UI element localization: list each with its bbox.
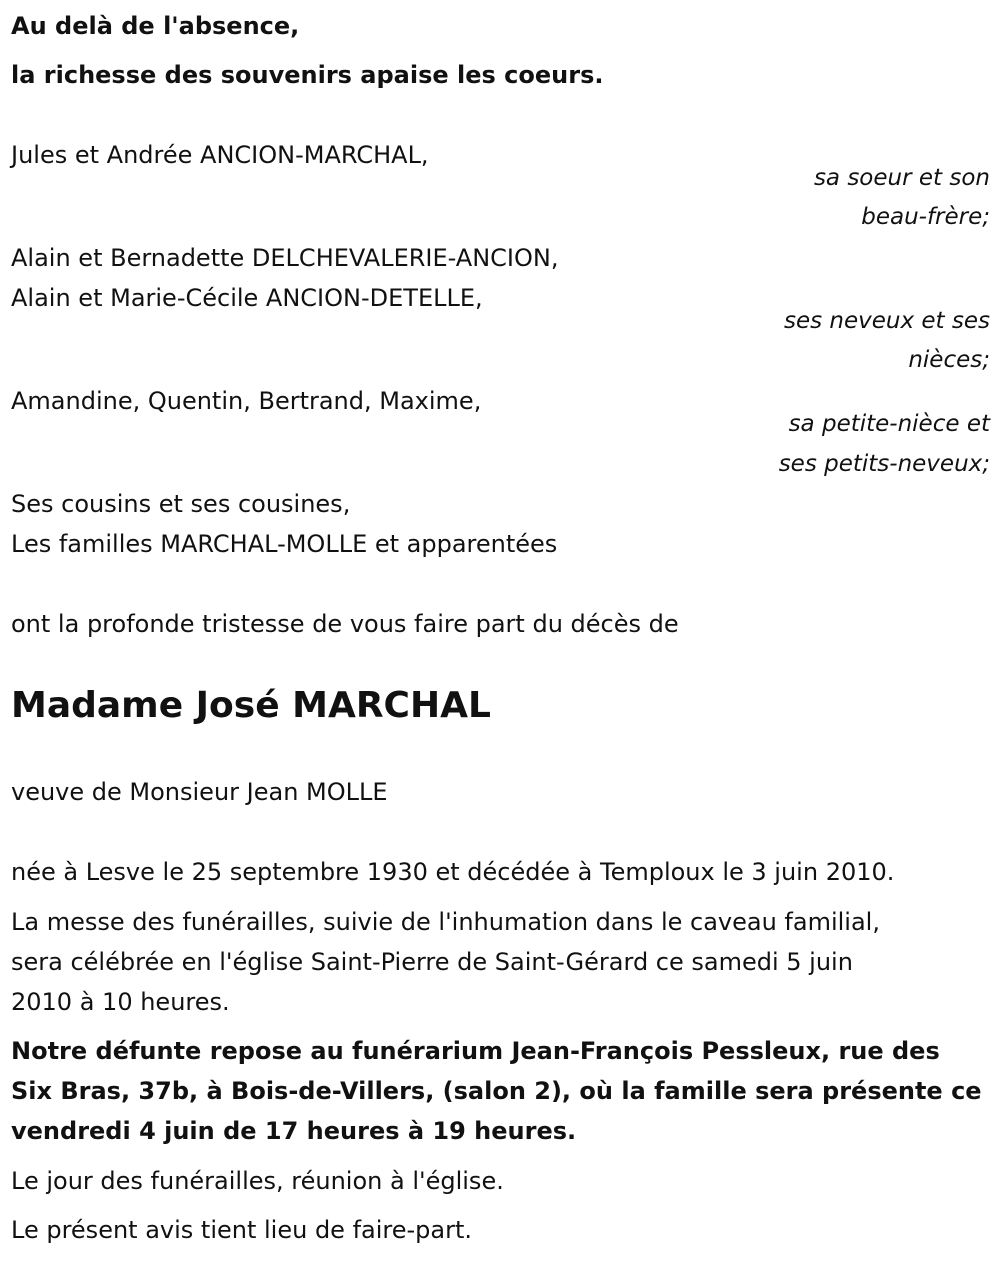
family-name-2: Alain et Bernadette DELCHEVALERIE-ANCION, <box>11 244 559 272</box>
announcement: ont la profonde tristesse de vous faire part du décès de <box>11 610 679 638</box>
epigraph-line-1: Au delà de l'absence, <box>11 12 300 40</box>
relation-grandniece-line-2: ses petits-neveux; <box>778 451 990 477</box>
cousins-line: Ses cousins et ses cousines, <box>11 490 351 518</box>
birth-death-dates: née à Lesve le 25 septembre 1930 et décédée à Temploux le 3 juin 2010. <box>11 858 895 886</box>
funeral-line-3: 2010 à 10 heures. <box>11 988 230 1016</box>
funeral-line-2: sera célébrée en l'église Saint-Pierre de Saint-Gérard ce samedi 5 juin <box>11 948 853 976</box>
epigraph-line-2: la richesse des souvenirs apaise les coeurs. <box>11 61 604 89</box>
deceased-name: Madame José MARCHAL <box>11 685 491 726</box>
funeral-line-1: La messe des funérailles, suivie de l'inhumation dans le caveau familial, <box>11 908 880 936</box>
families-line: Les familles MARCHAL-MOLLE et apparentées <box>11 530 558 558</box>
spouse-line: veuve de Monsieur Jean MOLLE <box>11 778 388 806</box>
relation-nephews-line-1: ses neveux et ses <box>783 308 990 334</box>
closing-line-1: Le jour des funérailles, réunion à l'église. <box>11 1167 504 1195</box>
relation-sister-line-2: beau-frère; <box>861 204 990 230</box>
relation-sister-line-1: sa soeur et son <box>813 165 990 191</box>
family-name-4: Amandine, Quentin, Bertrand, Maxime, <box>11 387 482 415</box>
visitation-line-2: Six Bras, 37b, à Bois-de-Villers, (salon 2), où la famille sera présente ce <box>11 1077 982 1105</box>
family-name-1: Jules et Andrée ANCION-MARCHAL, <box>11 141 429 169</box>
family-name-3: Alain et Marie-Cécile ANCION-DETELLE, <box>11 284 483 312</box>
visitation-line-3: vendredi 4 juin de 17 heures à 19 heures. <box>11 1117 577 1145</box>
relation-grandniece-line-1: sa petite-nièce et <box>788 411 990 437</box>
relation-nephews-line-2: nièces; <box>908 347 990 373</box>
closing-line-2: Le présent avis tient lieu de faire-part. <box>11 1216 473 1244</box>
visitation-line-1: Notre défunte repose au funérarium Jean-François Pessleux, rue des <box>11 1037 940 1065</box>
